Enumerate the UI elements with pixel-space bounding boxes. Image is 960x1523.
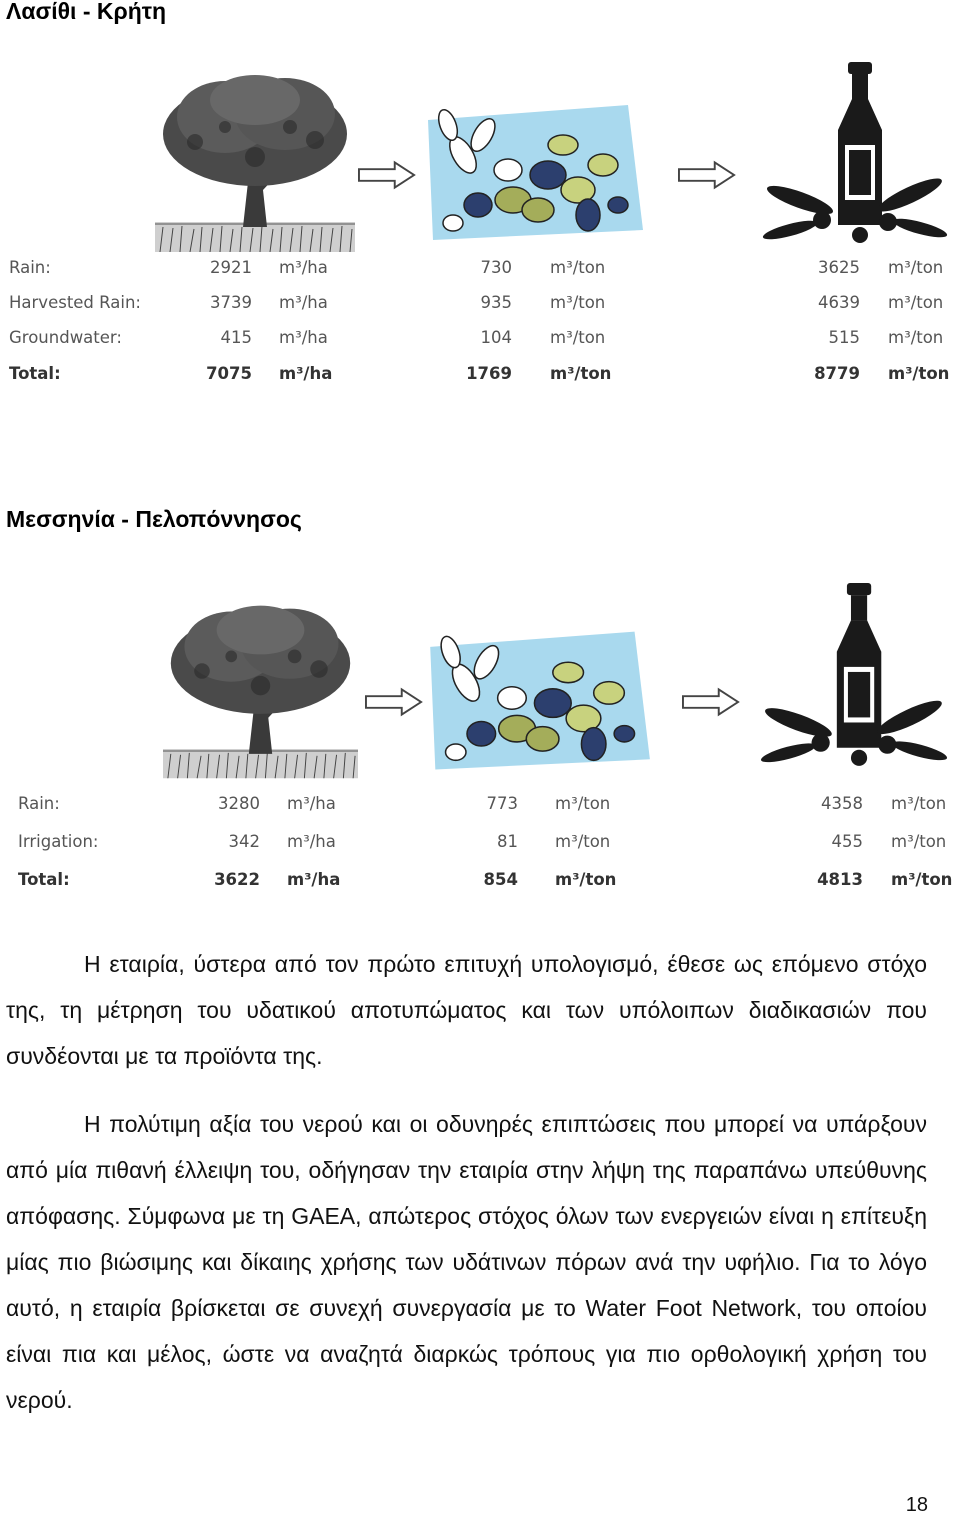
oil-value: 4813 <box>817 870 863 889</box>
tree-value: 3739 <box>210 293 252 312</box>
section-title: Λασίθι - Κρήτη <box>6 0 167 24</box>
paragraph-1: Η εταιρία, ύστερα από τον πρώτο επιτυχή υπολογισμό, έθεσε ως επόμενο στόχο της, τη μέτρηση του υδατικού αποτυπώματος και των υπόλοιπων διαδικασιών που συνδέονται με τα προϊόντα της. <box>6 951 927 1069</box>
olives-illustration <box>420 618 655 778</box>
table-row <box>0 293 960 315</box>
tree-unit: m³/ha <box>279 258 328 277</box>
tree-value: 2921 <box>210 258 252 277</box>
page-number: 18 <box>905 1494 928 1516</box>
olives-value: 104 <box>480 328 512 347</box>
table-row-total <box>0 364 960 386</box>
olive-tree-illustration <box>155 72 355 252</box>
oil-unit: m³/ton <box>891 832 947 851</box>
olive-oil-bottle-illustration <box>758 572 950 782</box>
oil-unit: m³/ton <box>891 794 947 813</box>
olives-illustration <box>418 95 648 245</box>
oil-value: 4358 <box>821 794 863 813</box>
tree-unit: m³/ha <box>279 293 328 312</box>
arrow-right-icon <box>678 160 736 190</box>
arrow-right-icon <box>682 687 740 717</box>
tree-value: 3622 <box>214 870 260 889</box>
olives-unit: m³/ton <box>555 794 611 813</box>
oil-value: 515 <box>828 328 860 347</box>
table-row <box>0 328 960 350</box>
tree-value: 415 <box>220 328 252 347</box>
olive-tree-illustration <box>163 598 358 783</box>
oil-unit: m³/ton <box>891 870 953 889</box>
olives-unit: m³/ton <box>550 328 606 347</box>
row-label: Rain: <box>18 794 60 813</box>
row-label: Total: <box>18 870 70 889</box>
tree-unit: m³/ha <box>287 870 341 889</box>
arrow-right-icon <box>365 687 423 717</box>
body-paragraph <box>6 1101 927 1423</box>
olives-value: 854 <box>483 870 518 889</box>
tree-unit: m³/ha <box>279 328 328 347</box>
row-label: Groundwater: <box>9 328 122 347</box>
oil-unit: m³/ton <box>888 364 950 383</box>
olives-value: 81 <box>497 832 518 851</box>
olives-value: 935 <box>480 293 512 312</box>
section-title: Μεσσηνία - Πελοπόννησος <box>6 506 302 532</box>
olives-unit: m³/ton <box>550 293 606 312</box>
row-label: Irrigation: <box>18 832 99 851</box>
row-label: Rain: <box>9 258 51 277</box>
row-label: Total: <box>9 364 61 383</box>
table-row <box>0 832 960 854</box>
oil-value: 4639 <box>818 293 860 312</box>
olives-value: 773 <box>486 794 518 813</box>
paragraph-2: Η πολύτιμη αξία του νερού και οι οδυνηρές επιπτώσεις που μπορεί να υπάρξουν από μία πιθανή έλλειψη του, οδήγησαν την εταιρία στην λήψη της παραπάνω υπεύθυνης απόφασης. Σύμφωνα με τη GAEA, απώτερος στόχος όλων των ενεργειών είναι η επίτευξη μίας πιο βιώσιμης και δίκαιης χρήσης των υδάτινων πόρων ανά την υφήλιο. Για το λόγο αυτό, η εταιρία βρίσκεται σε συνεχή συνεργασία με το Water Foot Network, του οποίου είναι πια και μέλος, ώστε να αναζητά διαρκώς τρόπους για πιο ορθολογική χρήση του νερού. <box>6 1111 927 1413</box>
olives-unit: m³/ton <box>550 364 612 383</box>
oil-unit: m³/ton <box>888 293 944 312</box>
tree-value: 7075 <box>206 364 252 383</box>
tree-unit: m³/ha <box>287 794 336 813</box>
oil-value: 455 <box>831 832 863 851</box>
body-paragraph <box>6 941 927 1079</box>
oil-value: 8779 <box>814 364 860 383</box>
table-row-total <box>0 870 960 892</box>
olives-unit: m³/ton <box>550 258 606 277</box>
table-row <box>0 258 960 280</box>
olives-value: 730 <box>480 258 512 277</box>
row-label: Harvested Rain: <box>9 293 141 312</box>
arrow-right-icon <box>358 160 416 190</box>
tree-value: 342 <box>228 832 260 851</box>
tree-unit: m³/ha <box>279 364 333 383</box>
olives-unit: m³/ton <box>555 832 611 851</box>
olives-unit: m³/ton <box>555 870 617 889</box>
olives-value: 1769 <box>466 364 512 383</box>
tree-value: 3280 <box>218 794 260 813</box>
table-row <box>0 794 960 816</box>
tree-unit: m³/ha <box>287 832 336 851</box>
olive-oil-bottle-illustration <box>760 60 950 250</box>
oil-unit: m³/ton <box>888 258 944 277</box>
oil-value: 3625 <box>818 258 860 277</box>
oil-unit: m³/ton <box>888 328 944 347</box>
